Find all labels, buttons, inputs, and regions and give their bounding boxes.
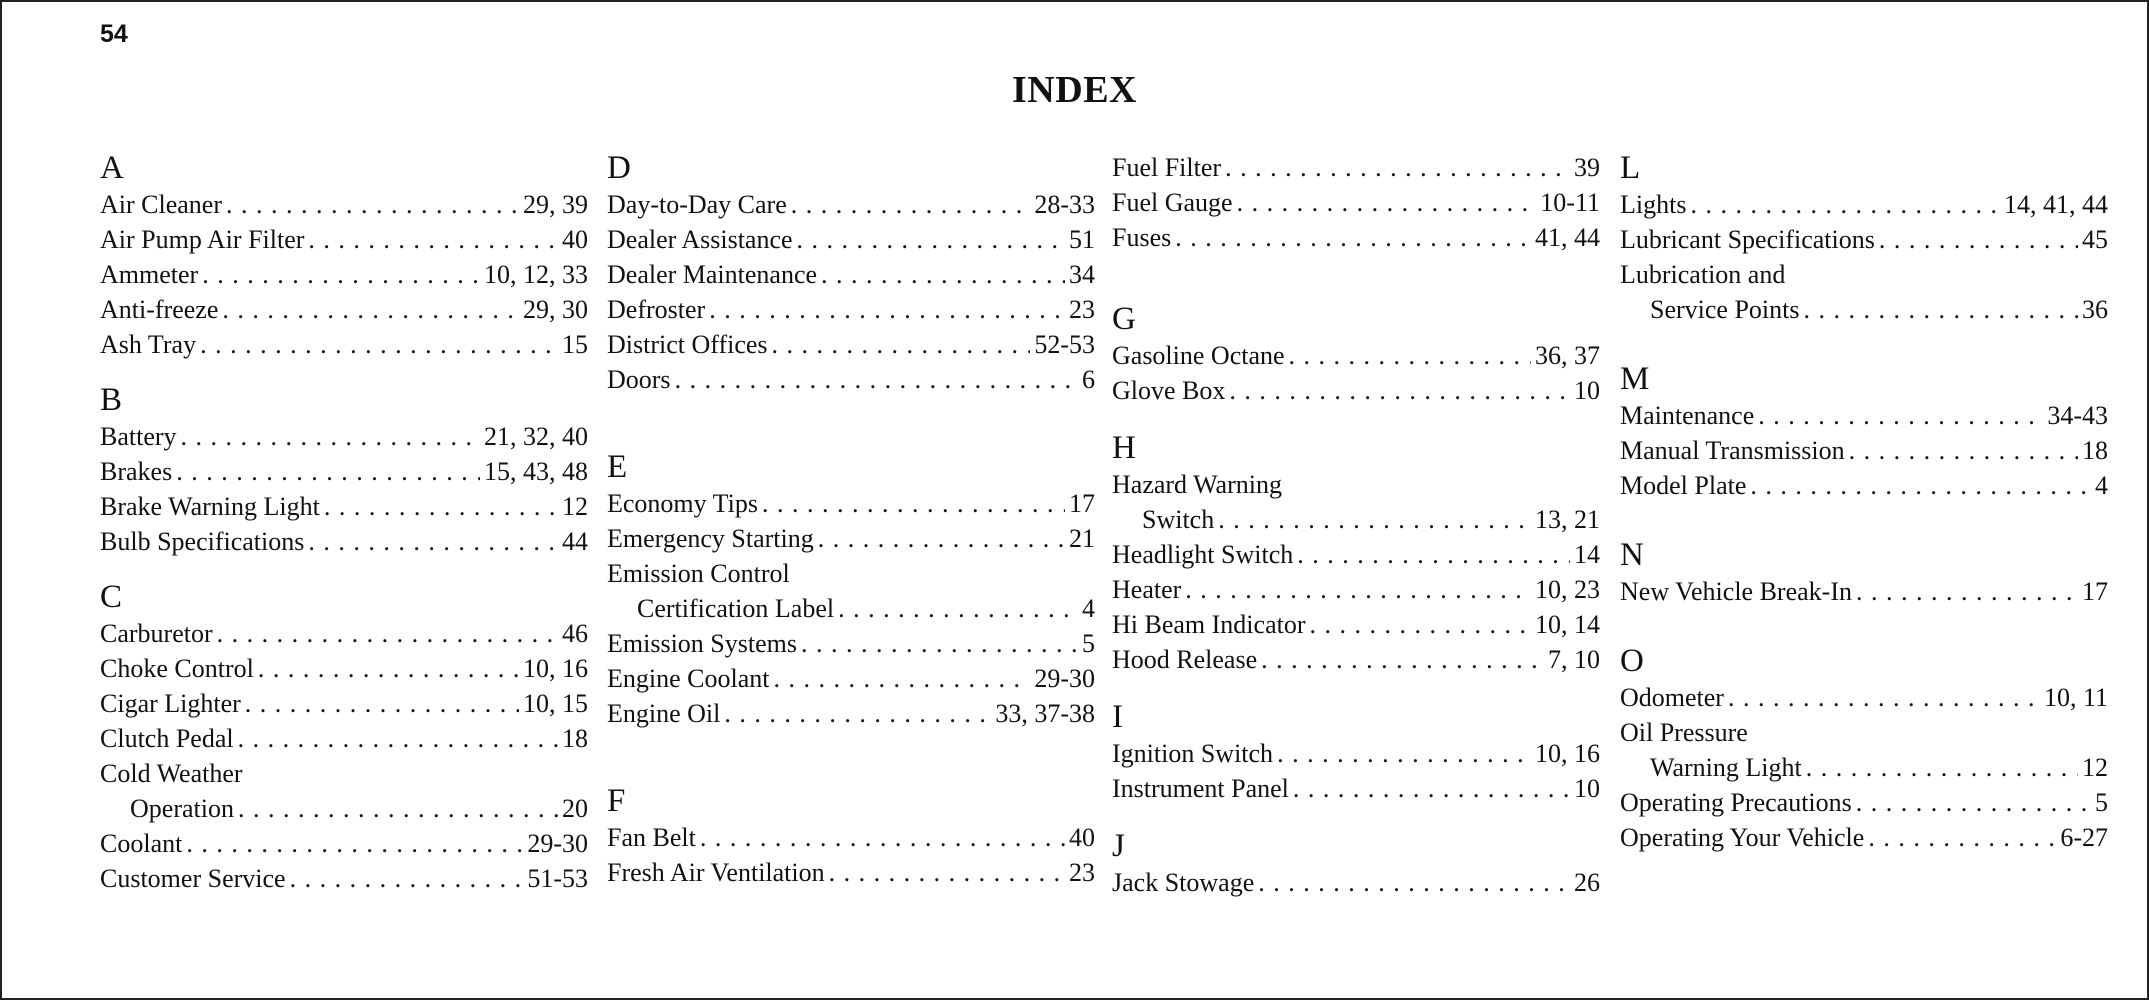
entry-pages: 10, 16 <box>1535 739 1600 768</box>
leader-dots <box>1293 771 1570 806</box>
entry-label: Brake Warning Light <box>100 492 320 521</box>
leader-dots <box>222 292 519 327</box>
leader-dots <box>308 222 558 257</box>
entry-pages: 40 <box>1069 823 1095 852</box>
entry-pages: 12 <box>562 492 588 521</box>
index-section <box>1112 430 1600 677</box>
index-section <box>1112 699 1600 806</box>
leader-dots <box>675 362 1078 397</box>
entry-label: Ignition Switch <box>1112 739 1274 768</box>
entry-label: Engine Coolant <box>607 664 770 693</box>
entry-label: Operating Your Vehicle <box>1620 823 1865 852</box>
entry-label: Customer Service <box>100 864 286 893</box>
entry-pages: 14 <box>1574 540 1600 569</box>
entry-pages: 45 <box>2082 225 2108 254</box>
entry-label: Anti-freeze <box>100 295 219 324</box>
leader-dots <box>821 257 1065 292</box>
entry-pages: 51 <box>1069 225 1095 254</box>
index-entry <box>100 489 588 524</box>
leader-dots <box>700 820 1065 855</box>
entry-pages: 29-30 <box>1034 664 1095 693</box>
leader-dots <box>308 524 558 559</box>
index-entry <box>100 791 588 826</box>
section-letter: I <box>1112 699 1123 735</box>
leader-dots <box>1237 185 1537 220</box>
entry-pages: 10 <box>1574 376 1600 405</box>
index-entry <box>1620 680 2108 715</box>
index-section <box>100 382 588 559</box>
entry-pages: 40 <box>562 225 588 254</box>
leader-dots <box>1804 292 2079 327</box>
page-number: 54 <box>100 20 128 48</box>
leader-dots <box>226 187 519 222</box>
entry-label: Ammeter <box>100 260 199 289</box>
leader-dots <box>1849 433 2078 468</box>
index-entry <box>607 486 1095 521</box>
index-entry: Emission Control <box>607 559 790 588</box>
index-section <box>1112 150 1600 255</box>
entry-pages: 44 <box>562 527 588 556</box>
entry-pages: 21 <box>1069 524 1095 553</box>
index-entry <box>607 222 1095 257</box>
index-entry <box>100 257 588 292</box>
entry-pages: 29-30 <box>527 829 588 858</box>
index-entry <box>1112 220 1600 255</box>
entry-label: Economy Tips <box>607 489 758 518</box>
index-entry <box>100 419 588 454</box>
leader-dots <box>1856 574 2078 609</box>
leader-dots <box>245 686 519 721</box>
entry-pages: 33, 37-38 <box>995 699 1095 728</box>
entry-label: Headlight Switch <box>1112 540 1294 569</box>
entry-pages: 7, 10 <box>1548 645 1600 674</box>
index-entry <box>607 661 1095 696</box>
entry-label: Coolant <box>100 829 183 858</box>
leader-dots <box>324 489 558 524</box>
entry-pages: 29, 39 <box>523 190 588 219</box>
entry-label: Instrument Panel <box>1112 774 1289 803</box>
entry-pages: 10-11 <box>1540 188 1600 217</box>
entry-label: Dealer Assistance <box>607 225 793 254</box>
index-entry <box>1112 771 1600 806</box>
entry-label: New Vehicle Break-In <box>1620 577 1852 606</box>
entry-pages: 29, 30 <box>523 295 588 324</box>
index-entry <box>100 721 588 756</box>
entry-label: Hi Beam Indicator <box>1112 610 1306 639</box>
entry-pages: 17 <box>2082 577 2108 606</box>
entry-pages: 23 <box>1069 295 1095 324</box>
index-entry <box>100 454 588 489</box>
entry-pages: 12 <box>2082 753 2108 782</box>
entry-pages: 10, 23 <box>1535 575 1600 604</box>
entry-label: Maintenance <box>1620 401 1755 430</box>
entry-label: Emission Systems <box>607 629 797 658</box>
section-letter: O <box>1620 643 1644 679</box>
entry-label: Day-to-Day Care <box>607 190 787 219</box>
index-entry <box>1620 750 2108 785</box>
index-entry <box>607 257 1095 292</box>
entry-label: District Offices <box>607 330 768 359</box>
entry-label: Fuses <box>1112 223 1172 252</box>
entry-pages: 10 <box>1574 774 1600 803</box>
index-entry <box>1620 433 2108 468</box>
section-letter: H <box>1112 430 1136 466</box>
index-entry <box>607 327 1095 362</box>
entry-label: Ash Tray <box>100 330 197 359</box>
section-letter: E <box>607 449 628 485</box>
index-entry <box>1620 468 2108 503</box>
entry-pages: 10, 15 <box>523 689 588 718</box>
entry-label: Hood Release <box>1112 645 1258 674</box>
entry-label: Defroster <box>607 295 706 324</box>
entry-label: Switch <box>1142 505 1215 534</box>
index-entry <box>100 861 588 896</box>
index-entry <box>1112 865 1600 900</box>
entry-label: Operating Precautions <box>1620 788 1852 817</box>
entry-pages: 17 <box>1069 489 1095 518</box>
index-section <box>100 150 588 362</box>
index-entry <box>1112 736 1600 771</box>
entry-pages: 36 <box>2082 295 2108 324</box>
index-column-1 <box>100 150 588 916</box>
section-letter: A <box>100 150 124 186</box>
leader-dots <box>1258 865 1570 900</box>
entry-pages: 21, 32, 40 <box>484 422 588 451</box>
entry-pages: 10, 16 <box>523 654 588 683</box>
index-entry: Oil Pressure <box>1620 718 1748 747</box>
index-entry <box>100 222 588 257</box>
leader-dots <box>1758 398 2043 433</box>
leader-dots <box>1806 750 2078 785</box>
index-entry <box>100 651 588 686</box>
entry-label: Fuel Filter <box>1112 153 1222 182</box>
leader-dots <box>1868 820 2056 855</box>
leader-dots <box>791 187 1031 222</box>
entry-pages: 10, 11 <box>2043 683 2108 712</box>
leader-dots <box>1879 222 2078 257</box>
entry-pages: 36, 37 <box>1535 341 1600 370</box>
section-letter: D <box>607 150 631 186</box>
leader-dots <box>818 521 1065 556</box>
leader-dots <box>238 721 558 756</box>
leader-dots <box>1728 680 2040 715</box>
entry-pages: 34 <box>1069 260 1095 289</box>
entry-label: Engine Oil <box>607 699 721 728</box>
entry-label: Lights <box>1620 190 1687 219</box>
index-entry <box>607 820 1095 855</box>
index-column-2 <box>607 150 1095 942</box>
entry-label: Certification Label <box>637 594 835 623</box>
index-entry <box>607 591 1095 626</box>
entry-pages: 4 <box>1082 594 1095 623</box>
entry-pages: 15 <box>562 330 588 359</box>
entry-label: Battery <box>100 422 177 451</box>
index-entry <box>1112 338 1600 373</box>
index-section <box>1620 361 2108 503</box>
section-letter: B <box>100 382 123 418</box>
section-letter: M <box>1620 361 1650 397</box>
entry-label: Air Pump Air Filter <box>100 225 305 254</box>
section-letter: J <box>1112 828 1125 864</box>
index-entry <box>100 616 588 651</box>
leader-dots <box>258 651 519 686</box>
index-section <box>1112 828 1600 900</box>
leader-dots <box>762 486 1065 521</box>
page-title: INDEX <box>1012 69 1137 111</box>
index-entry <box>607 521 1095 556</box>
leader-dots <box>724 696 991 731</box>
index-entry <box>1112 150 1600 185</box>
entry-label: Lubricant Specifications <box>1620 225 1875 254</box>
entry-label: Emergency Starting <box>607 524 814 553</box>
index-entry <box>607 187 1095 222</box>
leader-dots <box>1218 502 1531 537</box>
entry-label: Heater <box>1112 575 1182 604</box>
entry-pages: 39 <box>1574 153 1600 182</box>
index-entry <box>607 362 1095 397</box>
index-section <box>607 449 1095 731</box>
leader-dots <box>181 419 480 454</box>
entry-pages: 20 <box>562 794 588 823</box>
entry-pages: 14, 41, 44 <box>2004 190 2108 219</box>
index-entry <box>100 327 588 362</box>
section-letter: G <box>1112 301 1136 337</box>
entry-pages: 51-53 <box>527 864 588 893</box>
index-entry <box>1620 574 2108 609</box>
leader-dots <box>217 616 558 651</box>
entry-pages: 4 <box>2095 471 2108 500</box>
entry-pages: 6 <box>1082 365 1095 394</box>
entry-label: Fresh Air Ventilation <box>607 858 825 887</box>
section-letter: L <box>1620 150 1641 186</box>
index-section <box>1620 150 2108 327</box>
index-entry <box>607 626 1095 661</box>
entry-pages: 46 <box>562 619 588 648</box>
entry-label: Manual Transmission <box>1620 436 1845 465</box>
entry-label: Doors <box>607 365 671 394</box>
index-entry <box>607 292 1095 327</box>
leader-dots <box>709 292 1065 327</box>
index-section <box>1620 643 2108 855</box>
index-entry <box>1620 785 2108 820</box>
entry-label: Gasoline Octane <box>1112 341 1285 370</box>
index-entry <box>100 524 588 559</box>
index-entry: Lubrication and <box>1620 260 1786 289</box>
index-entry <box>1112 537 1600 572</box>
section-letter: F <box>607 783 626 819</box>
entry-label: Jack Stowage <box>1112 868 1255 897</box>
entry-label: Fuel Gauge <box>1112 188 1233 217</box>
section-letter: N <box>1620 537 1644 573</box>
entry-label: Carburetor <box>100 619 213 648</box>
entry-pages: 34-43 <box>2047 401 2108 430</box>
leader-dots <box>1297 537 1570 572</box>
leader-dots <box>801 626 1078 661</box>
index-entry <box>1112 185 1600 220</box>
entry-label: Bulb Specifications <box>100 527 305 556</box>
leader-dots <box>1225 150 1570 185</box>
entry-label: Cigar Lighter <box>100 689 241 718</box>
index-section <box>1112 301 1600 408</box>
entry-label: Fan Belt <box>607 823 696 852</box>
leader-dots <box>829 855 1065 890</box>
entry-pages: 10, 14 <box>1535 610 1600 639</box>
entry-label: Warning Light <box>1650 753 1802 782</box>
entry-pages: 28-33 <box>1034 190 1095 219</box>
entry-pages: 10, 12, 33 <box>484 260 588 289</box>
entry-pages: 18 <box>562 724 588 753</box>
entry-label: Operation <box>130 794 234 823</box>
entry-label: Clutch Pedal <box>100 724 234 753</box>
index-entry <box>100 686 588 721</box>
index-entry <box>1112 642 1600 677</box>
leader-dots <box>186 826 523 861</box>
leader-dots <box>238 791 558 826</box>
entry-pages: 52-53 <box>1034 330 1095 359</box>
leader-dots <box>1175 220 1531 255</box>
leader-dots <box>797 222 1065 257</box>
entry-label: Glove Box <box>1112 376 1226 405</box>
leader-dots <box>1229 373 1570 408</box>
index-entry <box>1112 373 1600 408</box>
entry-pages: 13, 21 <box>1535 505 1600 534</box>
leader-dots <box>1856 785 2091 820</box>
index-entry <box>100 187 588 222</box>
entry-label: Model Plate <box>1620 471 1747 500</box>
entry-label: Service Points <box>1650 295 1800 324</box>
index-entry <box>1112 607 1600 642</box>
entry-pages: 5 <box>2095 788 2108 817</box>
entry-label: Dealer Maintenance <box>607 260 818 289</box>
entry-label: Brakes <box>100 457 173 486</box>
leader-dots <box>772 327 1031 362</box>
entry-pages: 26 <box>1574 868 1600 897</box>
entry-pages: 6-27 <box>2060 823 2108 852</box>
leader-dots <box>1310 607 1532 642</box>
entry-label: Choke Control <box>100 654 254 683</box>
index-entry <box>1620 820 2108 855</box>
entry-label: Air Cleaner <box>100 190 223 219</box>
leader-dots <box>202 257 480 292</box>
entry-pages: 23 <box>1069 858 1095 887</box>
index-column-3 <box>1112 150 1600 922</box>
index-entry <box>1112 502 1600 537</box>
index-entry <box>607 696 1095 731</box>
leader-dots <box>290 861 524 896</box>
leader-dots <box>1261 642 1544 677</box>
index-entry <box>1620 292 2108 327</box>
index-entry: Hazard Warning <box>1112 470 1282 499</box>
index-section <box>607 783 1095 890</box>
entry-pages: 5 <box>1082 629 1095 658</box>
leader-dots <box>1750 468 2091 503</box>
index-entry <box>100 292 588 327</box>
index-entry: Cold Weather <box>100 759 243 788</box>
index-entry <box>1620 187 2108 222</box>
index-entry <box>100 826 588 861</box>
leader-dots <box>773 661 1030 696</box>
entry-pages: 41, 44 <box>1535 223 1600 252</box>
leader-dots <box>200 327 558 362</box>
leader-dots <box>1277 736 1531 771</box>
entry-pages: 18 <box>2082 436 2108 465</box>
index-entry <box>1620 222 2108 257</box>
index-column-4 <box>1620 150 2108 889</box>
entry-pages: 15, 43, 48 <box>484 457 588 486</box>
leader-dots <box>1185 572 1531 607</box>
leader-dots <box>838 591 1078 626</box>
leader-dots <box>176 454 480 489</box>
index-entry <box>1620 398 2108 433</box>
section-letter: C <box>100 579 123 615</box>
index-section <box>1620 537 2108 609</box>
index-section <box>100 579 588 896</box>
index-entry <box>1112 572 1600 607</box>
entry-label: Odometer <box>1620 683 1724 712</box>
leader-dots <box>1289 338 1531 373</box>
index-section <box>607 150 1095 397</box>
index-entry <box>607 855 1095 890</box>
leader-dots <box>1690 187 2000 222</box>
